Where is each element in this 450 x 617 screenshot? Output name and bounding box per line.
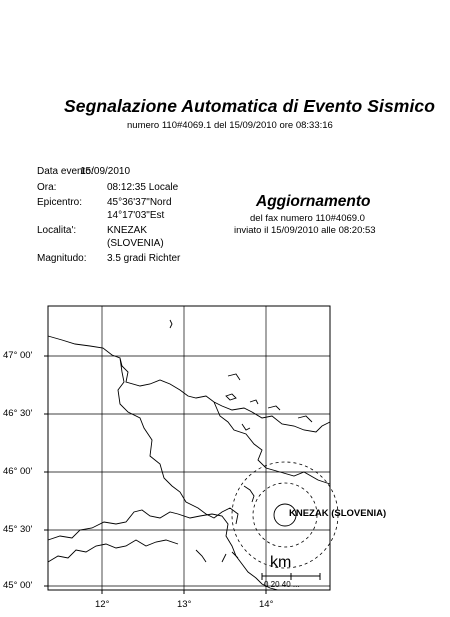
map-svg (0, 300, 450, 612)
date-label: Data evento: (37, 166, 94, 177)
lat-label-47-00: 47° 00' (3, 350, 33, 361)
lat-label-46-00: 46° 00' (3, 466, 33, 477)
time-label: Ora: (37, 182, 57, 193)
report-title: Segnalazione Automatica di Evento Sismico (64, 96, 436, 116)
lon-gridlines (102, 306, 266, 590)
date-value: 15/09/2010 (80, 166, 131, 177)
epicenter-lat: 45°36'37"Nord (107, 197, 172, 208)
locality-name: KNEZAK (107, 225, 148, 236)
lat-label-45-30: 45° 30' (3, 524, 33, 535)
magnitude-value: 3.5 gradi Richter (107, 253, 181, 264)
lon-label-13: 13° (177, 599, 192, 610)
lat-label-45-00: 45° 00' (3, 580, 33, 591)
locality-label: Localita': (37, 225, 77, 236)
axis-ticks (44, 356, 266, 594)
epicenter-lon: 14°17'03"Est (107, 210, 165, 221)
map-frame (48, 306, 330, 590)
locality-country: (SLOVENIA) (107, 238, 164, 249)
report-subtitle: numero 110#4069.1 del 15/09/2010 ore 08:33:16 (127, 120, 333, 131)
lat-gridlines (48, 356, 330, 586)
update-line-1: del fax numero 110#4069.0 (250, 213, 365, 224)
lon-label-12: 12° (95, 599, 110, 610)
epicenter-map (0, 300, 450, 612)
time-value: 08:12:35 Locale (107, 182, 179, 193)
scale-bar (262, 573, 320, 580)
national-border (48, 336, 330, 524)
update-title: Aggiornamento (256, 193, 371, 210)
lat-label-46-30: 46° 30' (3, 408, 33, 419)
epicenter-label: Epicentro: (37, 197, 83, 208)
scale-value: 0 20 40 ... (264, 580, 300, 589)
update-line-2: inviato il 15/09/2010 alle 08:20:53 (234, 225, 376, 236)
lon-label-14: 14° (259, 599, 274, 610)
scale-unit: km (270, 554, 292, 571)
coastline (48, 510, 278, 590)
magnitude-label: Magnitudo: (37, 253, 87, 264)
map-epicenter-label: KNEZAK (SLOVENIA) (289, 508, 387, 519)
